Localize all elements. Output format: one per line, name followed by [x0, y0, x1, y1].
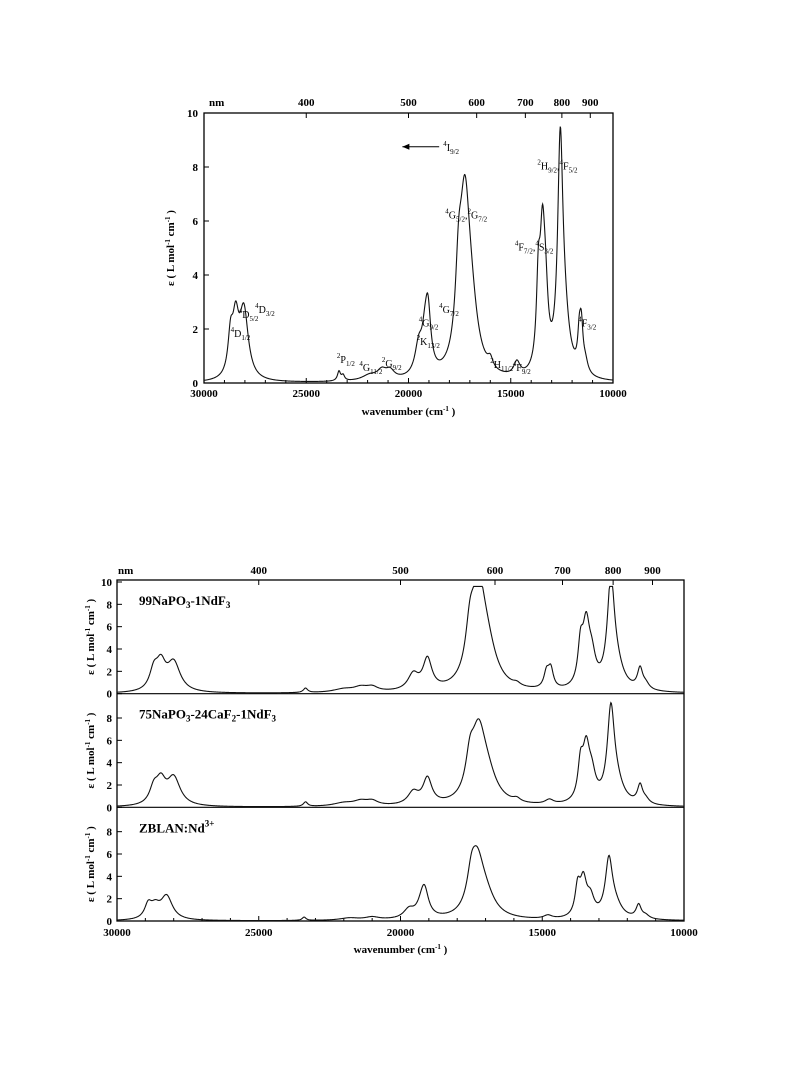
chart1-band-label: $^4F_{7/2},^4S_{3/2}$	[514, 239, 554, 256]
chart1-top-tick-label: 400	[298, 97, 315, 109]
chart2-x-tick-label: 25000	[245, 927, 273, 939]
chart1-top-tick-label: 700	[517, 97, 534, 109]
chart2-top-tick-label: 600	[486, 565, 504, 577]
chart2-y-tick-label: 0	[106, 688, 112, 701]
chart2-y-tick-label: 4	[106, 757, 112, 770]
chart1-y-tick-label: 8	[192, 162, 198, 174]
chart2-y-tick-label: 10	[101, 577, 112, 589]
chart1-band-label: $^2H_{9/2},^4F_{5/2}$	[537, 158, 578, 175]
chart1-band-label: $^4F_{9/2}$	[512, 359, 531, 376]
chart1-x-tick-label: 25000	[292, 388, 320, 400]
chart1-band-label: $^2K_{13/2}$	[416, 334, 440, 351]
chart2-x-axis-title: wavenumber ($cm^{-1}$ )	[353, 943, 448, 956]
chart1-top-tick-label: 800	[553, 97, 571, 109]
chart2-x-tick-label: 30000	[103, 927, 131, 939]
chart2-x-tick-label: 15000	[528, 927, 556, 939]
chart2-y-tick-label: 4	[106, 644, 112, 656]
chart1-top-tick-label: 600	[468, 97, 485, 109]
chart1-y-tick-label: 6	[192, 216, 198, 228]
chart2-y-tick-label: 0	[106, 802, 112, 815]
chart1-band-label: $^2G_{9/2}$	[381, 355, 402, 372]
chart1-y-tick-label: 10	[187, 108, 198, 120]
chart1-y-axis-title: ε ( L mol$^{-1}$ $cm^{-1}$ )	[164, 210, 177, 286]
chart2-y-tick-label: 0	[106, 916, 112, 928]
chart1-band-label: $^4F_{3/2}$	[578, 315, 597, 332]
chart2-y-tick-label: 2	[106, 780, 112, 792]
chart2-y-axis-title: ε ( L mol$^{-1}$ $cm^{-1}$ )	[84, 712, 97, 789]
chart1-band-label: $^4D_{1/2}$	[230, 326, 251, 343]
chart1-x-tick-label: 15000	[497, 388, 525, 400]
chart1-x-tick-label: 10000	[599, 388, 627, 400]
chart1-x-tick-label: 20000	[394, 388, 423, 400]
chart1-band-label: $^2P_{1/2}$	[336, 351, 355, 368]
chart1-x-tick-label: 30000	[190, 388, 218, 400]
chart1-arrow-label: $^4I_{9/2}$	[443, 139, 460, 156]
chart2-spectrum-line	[117, 846, 684, 921]
chart1-top-tick-label: 900	[582, 97, 599, 109]
chart1-band-label: $^2H_{11/2}$	[490, 357, 514, 374]
chart2-y-tick-label: 8	[106, 713, 112, 725]
chart2-y-tick-label: 2	[106, 893, 112, 906]
chart2-y-tick-label: 6	[106, 621, 112, 634]
chart2-panel-label: $ZBLAN:Nd^{3+}$	[139, 818, 215, 836]
chart2-panel-label: 99NaPO$_3$-1NdF$_3$	[139, 593, 231, 610]
chart2-x-tick-label: 10000	[670, 927, 698, 939]
chart1-band-label: $^4D_{3/2}$	[255, 301, 275, 318]
chart2-y-tick-label: 6	[106, 735, 112, 748]
chart2-y-tick-label: 8	[106, 826, 112, 839]
chart1-top-tick-label: 500	[400, 97, 417, 109]
chart2-y-tick-label: 8	[106, 599, 112, 612]
chart1-arrow-head	[402, 144, 409, 150]
chart1-band-label: $^4G_{5/2},^2G_{7/2}$	[445, 207, 488, 224]
chart2-y-tick-label: 2	[106, 666, 112, 679]
chart1-nm-unit-label: nm	[209, 97, 225, 109]
chart1-y-tick-label: 2	[192, 324, 198, 336]
chart1-band-label: $^4G_{11/2}$	[359, 359, 383, 376]
chart2-y-axis-title: ε ( L mol$^{-1}$ $cm^{-1}$ )	[84, 826, 97, 903]
chart1-band-label: $^4D_{5/2}$	[238, 307, 259, 324]
chart2-y-tick-label: 6	[106, 849, 112, 861]
chart1-band-label: $^4G_{9/2}$	[418, 315, 439, 332]
chart2-frame	[117, 580, 684, 921]
chart2-top-tick-label: 400	[250, 565, 267, 577]
chart1-y-tick-label: 4	[192, 270, 198, 282]
chart2-x-tick-label: 20000	[386, 927, 415, 939]
chart1-y-tick-label: 0	[192, 378, 198, 390]
chart2-top-tick-label: 700	[554, 565, 571, 577]
chart2-top-tick-label: 900	[644, 565, 661, 577]
chart2-nm-unit-label: nm	[118, 565, 134, 577]
chart2-y-tick-label: 4	[106, 871, 112, 884]
chart1-band-label: $^4G_{7/2}$	[439, 301, 459, 318]
chart2-top-tick-label: 500	[392, 565, 409, 577]
chart2-top-tick-label: 800	[604, 565, 622, 577]
chart1-x-axis-title: wavenumber ($cm^{-1}$ )	[361, 405, 456, 418]
chart2-panel-label: 75NaPO$_3$-24CaF$_2$-1NdF$_3$	[139, 706, 277, 724]
chart2-y-axis-title: ε ( L mol$^{-1}$ $cm^{-1}$ )	[84, 598, 97, 675]
